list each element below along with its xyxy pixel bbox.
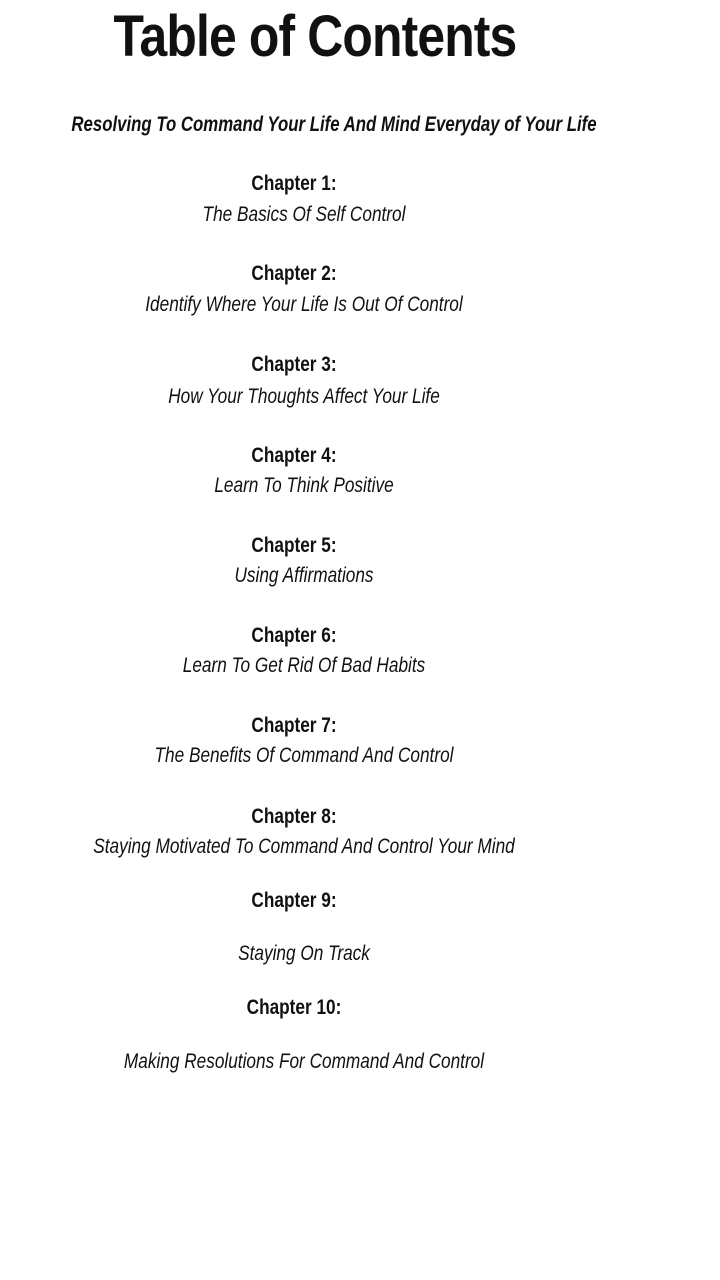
chapter-1-title: The Basics Of Self Control xyxy=(202,203,406,226)
chapter-10-title: Making Resolutions For Command And Control xyxy=(123,1050,485,1073)
book-subtitle: Resolving To Command Your Life And Mind Everyday of Your Life xyxy=(71,113,597,136)
chapter-8-title: Staying Motivated To Command And Control Your Mind xyxy=(93,835,515,858)
chapter-7-label: Chapter 7: xyxy=(251,714,337,737)
chapter-1-label: Chapter 1: xyxy=(251,172,337,195)
chapter-3-title: How Your Thoughts Affect Your Life xyxy=(168,385,440,408)
page-title: Table of Contents xyxy=(113,4,517,69)
chapter-4-label: Chapter 4: xyxy=(251,444,337,467)
chapter-2-label: Chapter 2: xyxy=(251,262,337,285)
chapter-6-label: Chapter 6: xyxy=(251,624,337,647)
chapter-9-title: Staying On Track xyxy=(238,942,370,965)
chapter-9-label: Chapter 9: xyxy=(251,889,337,912)
chapter-4-title: Learn To Think Positive xyxy=(214,474,394,497)
chapter-7-title: The Benefits Of Command And Control xyxy=(154,744,454,767)
chapter-6-title: Learn To Get Rid Of Bad Habits xyxy=(182,654,426,677)
chapter-3-label: Chapter 3: xyxy=(251,353,337,376)
chapter-5-label: Chapter 5: xyxy=(251,534,337,557)
chapter-8-label: Chapter 8: xyxy=(251,805,337,828)
chapter-5-title: Using Affirmations xyxy=(234,564,374,587)
chapter-10-label: Chapter 10: xyxy=(246,996,342,1019)
chapter-2-title: Identify Where Your Life Is Out Of Control xyxy=(145,293,463,316)
